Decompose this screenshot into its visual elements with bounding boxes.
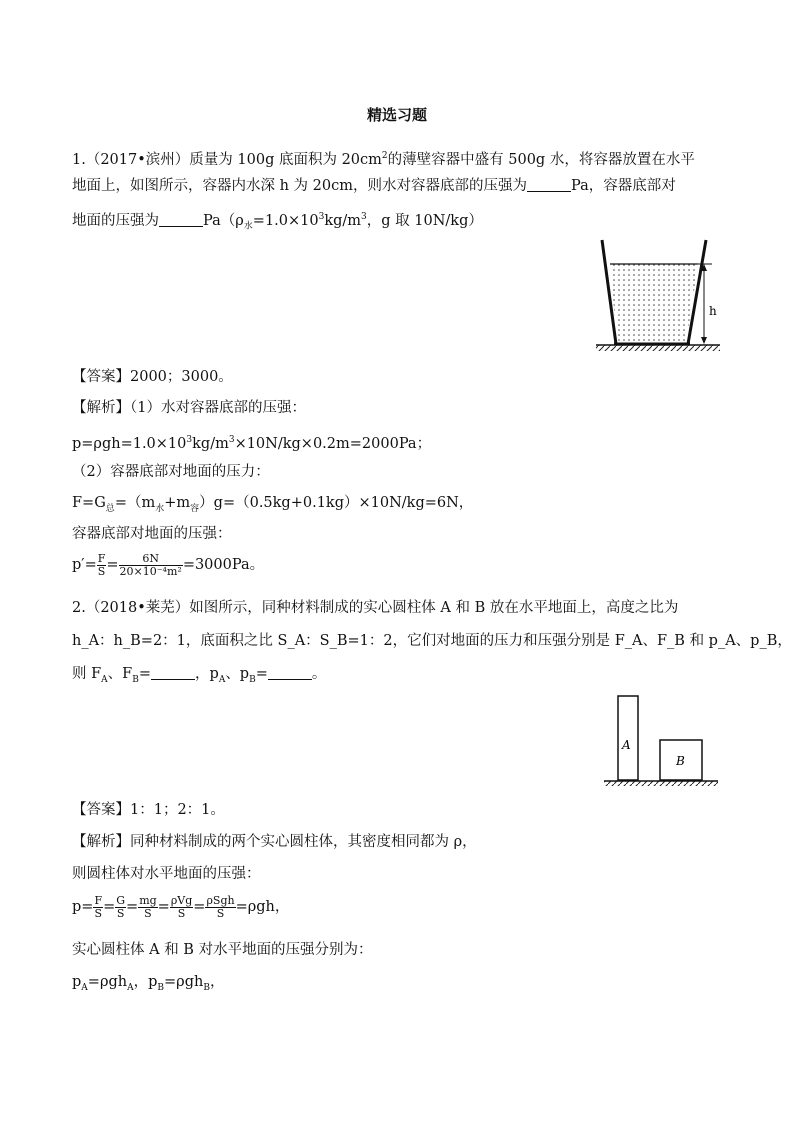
q1-line1-tail: 的薄壁容器中盛有 500g 水，将容器放置在水平 bbox=[387, 151, 695, 168]
q1-line3-d: kg/m bbox=[324, 212, 362, 229]
q2-text: = bbox=[138, 666, 152, 682]
calc-text: ×10N/kg×0.2m=2000Pa； bbox=[234, 435, 432, 452]
cylinder-b-label: B bbox=[676, 754, 685, 768]
fraction-numerator: 6N bbox=[119, 553, 183, 566]
final-text: ，p bbox=[133, 974, 158, 990]
fraction bbox=[205, 895, 235, 920]
fraction-numerator: ρVg bbox=[170, 893, 193, 907]
q2-step2: 则圆柱体对水平地面的压强： bbox=[72, 866, 261, 882]
q2-line2: h_A：h_B=2：1，底面积之比 S_A：S_B=1：2，它们对地面的压力和压强分别是 F_A、F_B 和 p_A、p_B， bbox=[72, 633, 792, 649]
answer-blank[interactable] bbox=[268, 665, 312, 680]
sup: 3 bbox=[228, 435, 235, 445]
calc-text: p′= bbox=[72, 557, 97, 573]
calc-text: +m bbox=[164, 495, 191, 511]
q2-text: = bbox=[255, 666, 268, 682]
fraction-denominator: S bbox=[144, 906, 152, 920]
final-text: =ρgh bbox=[87, 974, 128, 990]
sub: B bbox=[203, 982, 210, 993]
formula-text: =ρgh， bbox=[235, 899, 290, 915]
calc-text: ）g=（0.5kg+0.1kg）×10N/kg=6N， bbox=[199, 495, 474, 511]
answer-blank[interactable] bbox=[159, 212, 203, 227]
q2-final bbox=[72, 972, 224, 998]
calc-text: =3000Pa。 bbox=[182, 557, 265, 573]
q2-step3: 实心圆柱体 A 和 B 对水平地面的压强分别为： bbox=[72, 942, 373, 958]
q2-text: 。 bbox=[311, 666, 327, 682]
fraction-numerator: F bbox=[94, 893, 103, 907]
final-text: ， bbox=[209, 974, 225, 990]
q1-step3: 容器底部对地面的压强： bbox=[72, 526, 232, 542]
sub: B bbox=[249, 674, 256, 685]
q1-analysis-title: 【解析】（1）水对容器底部的压强： bbox=[72, 400, 306, 416]
fraction bbox=[97, 553, 107, 578]
q1-calc3 bbox=[72, 552, 264, 578]
answer-blank[interactable] bbox=[527, 177, 571, 192]
q1-step2: （2）容器底部对地面的压力： bbox=[72, 464, 270, 480]
q2-text: 则 F bbox=[72, 666, 102, 682]
fraction-numerator: mg bbox=[139, 893, 157, 907]
fraction-numerator: G bbox=[116, 893, 126, 907]
calc-text: kg/m bbox=[192, 435, 229, 452]
calc-text: p=ρgh=1.0×10 bbox=[72, 435, 187, 452]
sub: 总 bbox=[105, 503, 115, 514]
q1-line1-text: 1.（2017•滨州）质量为 100g 底面积为 20cm bbox=[72, 151, 382, 168]
q2-answer: 【答案】1：1；2：1。 bbox=[72, 802, 225, 818]
formula-text: = bbox=[157, 899, 170, 915]
sub: 水 bbox=[155, 503, 165, 514]
h-label: h bbox=[709, 304, 717, 318]
fraction-denominator: S bbox=[116, 906, 125, 920]
page-title: 精选习题 bbox=[366, 106, 427, 124]
sub: A bbox=[127, 982, 134, 993]
q1-calc2 bbox=[72, 493, 473, 519]
q2-line1: 2.（2018•莱芜）如图所示，同种材料制成的实心圆柱体 A 和 B 放在水平地面上，高度之比为 bbox=[72, 600, 679, 616]
q1-calc1 bbox=[72, 430, 431, 454]
h-arrow-down bbox=[701, 337, 707, 344]
q1-sup: 3 bbox=[318, 212, 325, 222]
q1-answer: 【答案】2000；3000。 bbox=[72, 369, 233, 385]
fraction-denominator: 20×10⁻⁴m² bbox=[119, 564, 182, 578]
final-text: p bbox=[72, 974, 82, 990]
formula-text: = bbox=[193, 899, 206, 915]
fraction-numerator: F bbox=[97, 551, 106, 565]
cylinder-a-label: A bbox=[622, 738, 631, 752]
formula-text: = bbox=[126, 899, 139, 915]
sub: A bbox=[81, 982, 88, 993]
formula-text: = bbox=[103, 899, 116, 915]
fraction bbox=[170, 895, 193, 920]
container-figure bbox=[592, 238, 724, 354]
q2-text: ，p bbox=[195, 666, 219, 682]
sub: B bbox=[132, 674, 139, 685]
q2-text: 、F bbox=[107, 666, 133, 682]
q2-text: 、p bbox=[225, 666, 250, 682]
q1-line3-b: Pa（ρ bbox=[203, 212, 244, 229]
q1-sub: 水 bbox=[243, 221, 253, 232]
formula-text: p= bbox=[72, 899, 94, 915]
q1-line3-text: 地面的压强为 bbox=[72, 212, 159, 229]
fraction-denominator: S bbox=[94, 906, 103, 920]
q1-line2 bbox=[72, 176, 676, 196]
fraction-numerator: ρSgh bbox=[206, 893, 235, 907]
ground-hatch bbox=[596, 345, 720, 351]
sub: 容 bbox=[190, 503, 200, 514]
fraction bbox=[138, 895, 157, 920]
calc-text: = bbox=[106, 557, 119, 573]
sub: A bbox=[218, 674, 226, 685]
q1-line2-text: 地面上，如图所示，容器内水深 h 为 20cm，则水对容器底部的压强为 bbox=[72, 178, 527, 194]
sup: 3 bbox=[186, 435, 193, 445]
q1-line2-tail: Pa，容器底部对 bbox=[571, 178, 676, 194]
q2-line3 bbox=[72, 664, 326, 690]
q1-line1 bbox=[72, 146, 695, 170]
calc-text: =（m bbox=[114, 495, 156, 511]
q2-formula bbox=[72, 893, 289, 921]
fraction-denominator: S bbox=[97, 564, 106, 578]
fraction-denominator: S bbox=[177, 906, 186, 920]
final-text: =ρgh bbox=[164, 974, 204, 990]
q1-line3-e: ，g 取 10N/kg） bbox=[366, 212, 483, 229]
fraction bbox=[119, 553, 183, 578]
q1-line3 bbox=[72, 207, 483, 237]
sub: A bbox=[101, 674, 108, 685]
cylinders-figure bbox=[602, 694, 720, 788]
fraction-denominator: S bbox=[216, 906, 225, 920]
q2-analysis-title: 【解析】同种材料制成的两个实心圆柱体，其密度相同都为 ρ， bbox=[72, 834, 477, 850]
water-fill bbox=[610, 264, 698, 344]
calc-text: F=G bbox=[72, 495, 106, 511]
answer-blank[interactable] bbox=[151, 665, 195, 680]
fraction bbox=[93, 895, 103, 920]
q1-sup: 2 bbox=[381, 151, 388, 161]
sub: B bbox=[157, 982, 165, 993]
fraction bbox=[115, 895, 126, 920]
q1-sup: 3 bbox=[361, 212, 367, 222]
q1-line3-c: =1.0×10 bbox=[252, 212, 319, 229]
